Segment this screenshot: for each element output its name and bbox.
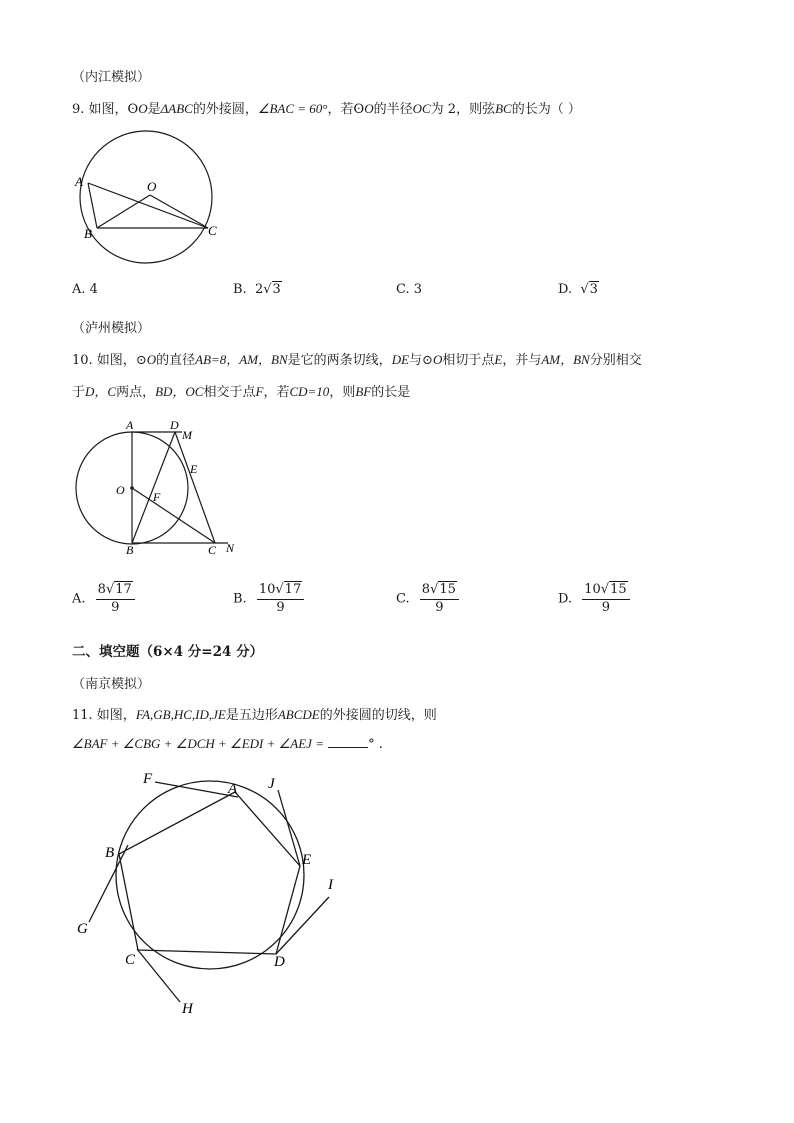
q9-option-b: B. 2√3 bbox=[233, 282, 281, 297]
q9-option-c: C. 3 bbox=[396, 282, 423, 297]
q10-label-e: E bbox=[190, 462, 198, 476]
q10-option-a: A. $\frac{8√17}{9}$ bbox=[72, 582, 135, 616]
q11-label-b: B bbox=[105, 845, 115, 861]
q9-segment-ab bbox=[88, 183, 97, 228]
q11-tangent-fa bbox=[155, 782, 238, 797]
q11-stem-line2: ∠BAF + ∠CBG + ∠DCH + ∠EDI + ∠AEJ = ° . bbox=[72, 736, 383, 752]
q11-stem-line1: 11. 如图，FA,GB,HC,ID,JE是五边形ABCDE的外接圆的切线，则 bbox=[72, 707, 437, 723]
q11-tangent-je bbox=[278, 790, 300, 866]
q9-label-b: B bbox=[84, 226, 92, 241]
q11-pentagon bbox=[119, 792, 300, 954]
q11-circle bbox=[116, 781, 304, 969]
q10-label-c: C bbox=[208, 543, 217, 557]
q10-option-b: B. $\frac{10√17}{9}$ bbox=[233, 582, 304, 616]
q9-stem: 9. 如图，ʘO是ΔABC的外接圆，∠BAC = 60°，若ʘO的半径OC为 2，则弦BC的长为（ ） bbox=[72, 101, 581, 117]
q9-figure bbox=[70, 125, 230, 270]
q10-segment-oc bbox=[132, 488, 215, 543]
q11-label-a: A bbox=[228, 781, 238, 797]
q10-label-d: D bbox=[170, 418, 179, 432]
q10-source: （泸州模拟） bbox=[72, 321, 151, 336]
section-heading: 二、填空题（6×4 分=24 分） bbox=[72, 644, 264, 660]
q10-label-n: N bbox=[226, 541, 235, 555]
q9-source: （内江模拟） bbox=[72, 70, 151, 85]
q10-label-f: F bbox=[153, 490, 161, 504]
q10-label-b: B bbox=[126, 543, 134, 557]
q11-tangent-hc bbox=[137, 949, 180, 1002]
q11-label-g: G bbox=[77, 921, 88, 937]
q10-label-a: A bbox=[126, 418, 134, 432]
q11-source: （南京模拟） bbox=[72, 677, 151, 692]
q11-label-f: F bbox=[143, 771, 153, 787]
q10-center-dot bbox=[130, 486, 134, 490]
q10-segment-bd bbox=[132, 432, 175, 543]
q10-label-m: M bbox=[182, 428, 192, 442]
q11-label-e: E bbox=[302, 852, 312, 868]
q9-option-a: A. 4 bbox=[72, 282, 98, 297]
q11-label-j: J bbox=[268, 776, 275, 792]
q9-segment-oc bbox=[150, 195, 208, 228]
q11-label-i: I bbox=[328, 877, 333, 893]
q9-option-d: D. √3 bbox=[558, 282, 598, 297]
q10-tangent-de bbox=[175, 432, 215, 543]
q9-label-c: C bbox=[208, 223, 217, 238]
q10-figure bbox=[70, 412, 250, 562]
q11-figure bbox=[70, 762, 360, 1022]
q11-label-c: C bbox=[125, 952, 136, 968]
q11-label-h: H bbox=[182, 1001, 193, 1017]
q9-label-o: O bbox=[147, 179, 157, 194]
q10-option-c: C. $\frac{8√15}{9}$ bbox=[396, 582, 459, 616]
q9-segment-ob bbox=[97, 195, 150, 228]
q10-stem-line2: 于D，C两点，BD，OC相交于点F，若CD=10，则BF的长是 bbox=[72, 384, 411, 400]
q10-option-d: D. $\frac{10√15}{9}$ bbox=[558, 582, 630, 616]
q9-label-a: A bbox=[75, 174, 83, 189]
answer-blank[interactable] bbox=[328, 735, 368, 748]
q10-stem-line1: 10. 如图，⊙O的直径AB=8，AM，BN是它的两条切线，DE与⊙O相切于点E，并与AM，BN分别相交 bbox=[72, 352, 642, 368]
q11-label-d: D bbox=[274, 954, 285, 970]
q10-label-o: O bbox=[116, 483, 125, 497]
